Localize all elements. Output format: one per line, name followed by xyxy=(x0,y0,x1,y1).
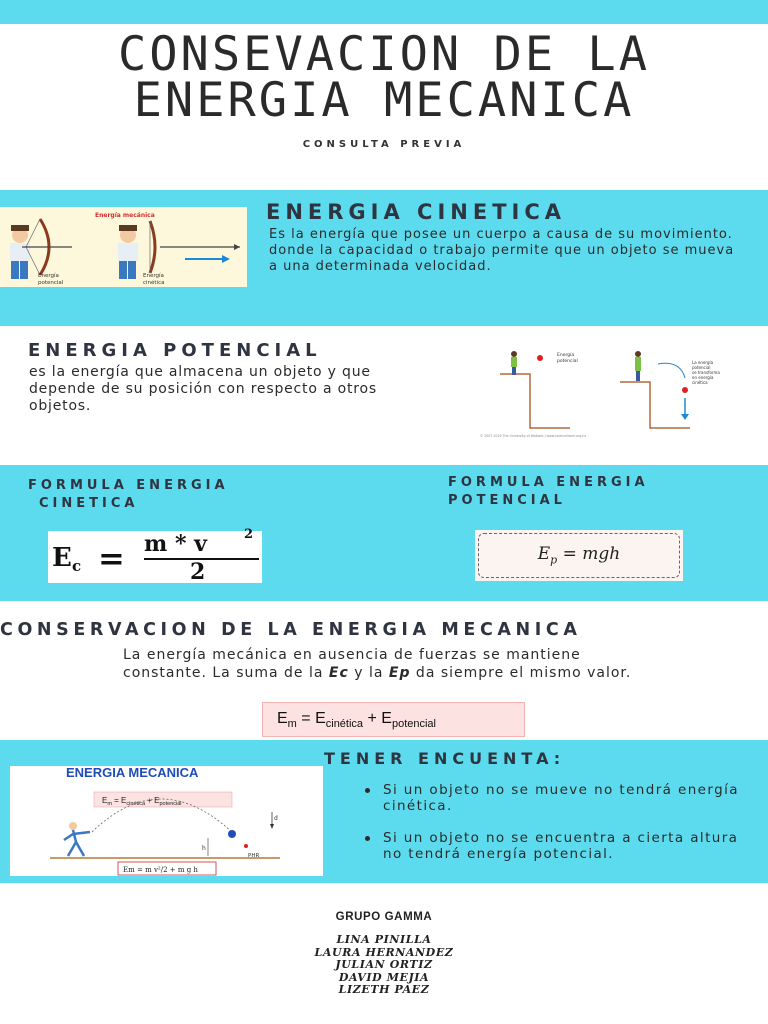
cliff-illustration xyxy=(480,342,720,442)
archer-leg-right xyxy=(119,261,127,279)
cliff-left xyxy=(500,374,570,428)
person-right xyxy=(635,357,641,371)
archer-hair-right xyxy=(119,225,137,231)
formula-cinetica-heading-1: FORMULA ENERGIA xyxy=(28,478,229,493)
svg-text:ENERGIA MECANICA: ENERGIA MECANICA xyxy=(66,766,199,780)
potencial-image xyxy=(480,342,720,442)
archer-leg-left xyxy=(11,261,19,279)
ball-left xyxy=(537,355,543,361)
archer-shirt-right xyxy=(118,243,138,261)
ep-sub: p xyxy=(550,553,558,567)
svg-text:Em = Ecinética + Epotencial: $E_m = E_{cinética} + E_{potencial}$ xyxy=(102,796,182,807)
person-left xyxy=(511,357,517,367)
ep-term: Ep xyxy=(388,665,411,681)
potencial-text: es la energía que almacena un objeto y que depende de su posición con respecto a otros objetos. xyxy=(29,364,377,414)
page-title-line-2: ENERGIA MECANICA xyxy=(133,73,635,128)
top-band xyxy=(0,0,768,24)
tener-heading: TENER ENCUENTA: xyxy=(324,749,566,768)
archer-illustration xyxy=(0,207,247,287)
ec-exp: 2 xyxy=(244,527,254,542)
arrow-right-head xyxy=(234,244,240,250)
bow-right xyxy=(150,221,155,273)
svg-text:cinética: cinética xyxy=(143,280,165,286)
ec-lhs: E xyxy=(52,543,72,573)
svg-text:Energía: Energía xyxy=(143,273,164,279)
kicker-figure xyxy=(64,830,90,856)
svg-text:potencial: potencial xyxy=(38,280,64,286)
ep-rhs: = mgh xyxy=(562,544,621,564)
svg-text:potencial: potencial xyxy=(557,359,578,364)
tener-image xyxy=(10,766,323,876)
svg-text:Em = m v²/2 + m g h: Em = m v²/2 + m g h xyxy=(123,866,198,874)
formula-ec-box xyxy=(48,527,262,585)
ec-num: m * v xyxy=(144,531,207,557)
archer-leg-left-2 xyxy=(20,261,28,279)
ball xyxy=(228,830,236,838)
bullet-item-2: Si un objeto no se encuentra a cierta altura no tendrá energía potencial. xyxy=(359,830,757,862)
cinetica-image xyxy=(0,207,247,287)
svg-text:© 2007-2019 The University of: © 2007-2019 The University of Waikato | www.sciencelearn.org.nz xyxy=(480,434,587,438)
svg-text:La energía: La energía xyxy=(692,360,714,365)
mecanica-illustration xyxy=(10,766,323,876)
conservacion-text: La energía mecánica en ausencia de fuerzas se mantiene constante. La suma de la Ec y la Ep da siempre el mismo valor. xyxy=(123,647,632,681)
svg-text:PHR: PHR xyxy=(248,853,260,859)
svg-text:d: d xyxy=(274,815,278,822)
svg-text:Energía: Energía xyxy=(38,273,59,279)
conservacion-heading: CONSERVACION DE LA ENERGIA MECANICA xyxy=(0,620,582,640)
page-title-line-1: CONSEVACION DE LA xyxy=(117,27,651,82)
ec-den: 2 xyxy=(190,559,206,585)
svg-text:h: h xyxy=(202,845,206,852)
svg-text:en energía: en energía xyxy=(692,375,714,380)
formula-potencial-heading-1: FORMULA ENERGIA xyxy=(448,475,649,490)
cinetica-text: Es la energía que posee un cuerpo a causa de su movimiento. donde la capacidad o trabajo permite que un objeto se mueva a una determinada velocidad. xyxy=(269,227,735,274)
formula-cinetica-heading-2: CINETICA xyxy=(39,496,139,511)
svg-text:Energía: Energía xyxy=(557,353,575,358)
ec-eq: = xyxy=(98,539,125,577)
svg-text:cinética: cinética xyxy=(692,380,708,385)
formula-ep-box xyxy=(475,530,683,581)
bullet-item-1: Si un objeto no se mueve no tendrá energía cinética. xyxy=(359,782,757,814)
formula-potencial-heading-2: POTENCIAL xyxy=(448,493,566,508)
svg-text:potencial: potencial xyxy=(692,365,711,370)
member-1: LINA PINILLA xyxy=(336,933,432,946)
motion-arrow-head xyxy=(222,255,230,263)
tener-bullet-list xyxy=(359,782,757,878)
ep-lhs: E xyxy=(537,544,551,564)
member-4: DAVID MEJIA xyxy=(338,970,430,984)
ball-right xyxy=(682,387,688,393)
archer-leg-right-2 xyxy=(128,261,136,279)
archer-hair-left xyxy=(11,225,29,231)
cliff-right xyxy=(620,382,690,428)
member-2: LAURA HERNANDEZ xyxy=(314,945,454,959)
image-title: Energía mecánica xyxy=(95,212,155,219)
bowstring-left xyxy=(26,219,40,247)
cinetica-heading: ENERGIA CINETICA xyxy=(266,200,566,224)
member-3: JULIAN ORTIZ xyxy=(335,958,433,971)
member-5: LIZETH PAEZ xyxy=(338,983,430,996)
group-name: GRUPO GAMMA xyxy=(335,911,433,923)
potencial-heading: ENERGIA POTENCIAL xyxy=(28,340,322,361)
ec-sub: c xyxy=(72,557,82,575)
ec-term: Ec xyxy=(328,665,349,681)
conservacion-formula-box: $E_m = E_{cinética} + E_{potencial}$ xyxy=(262,702,525,737)
svg-text:se transforma: se transforma xyxy=(692,370,720,375)
page-subtitle: CONSULTA PREVIA xyxy=(302,139,466,150)
